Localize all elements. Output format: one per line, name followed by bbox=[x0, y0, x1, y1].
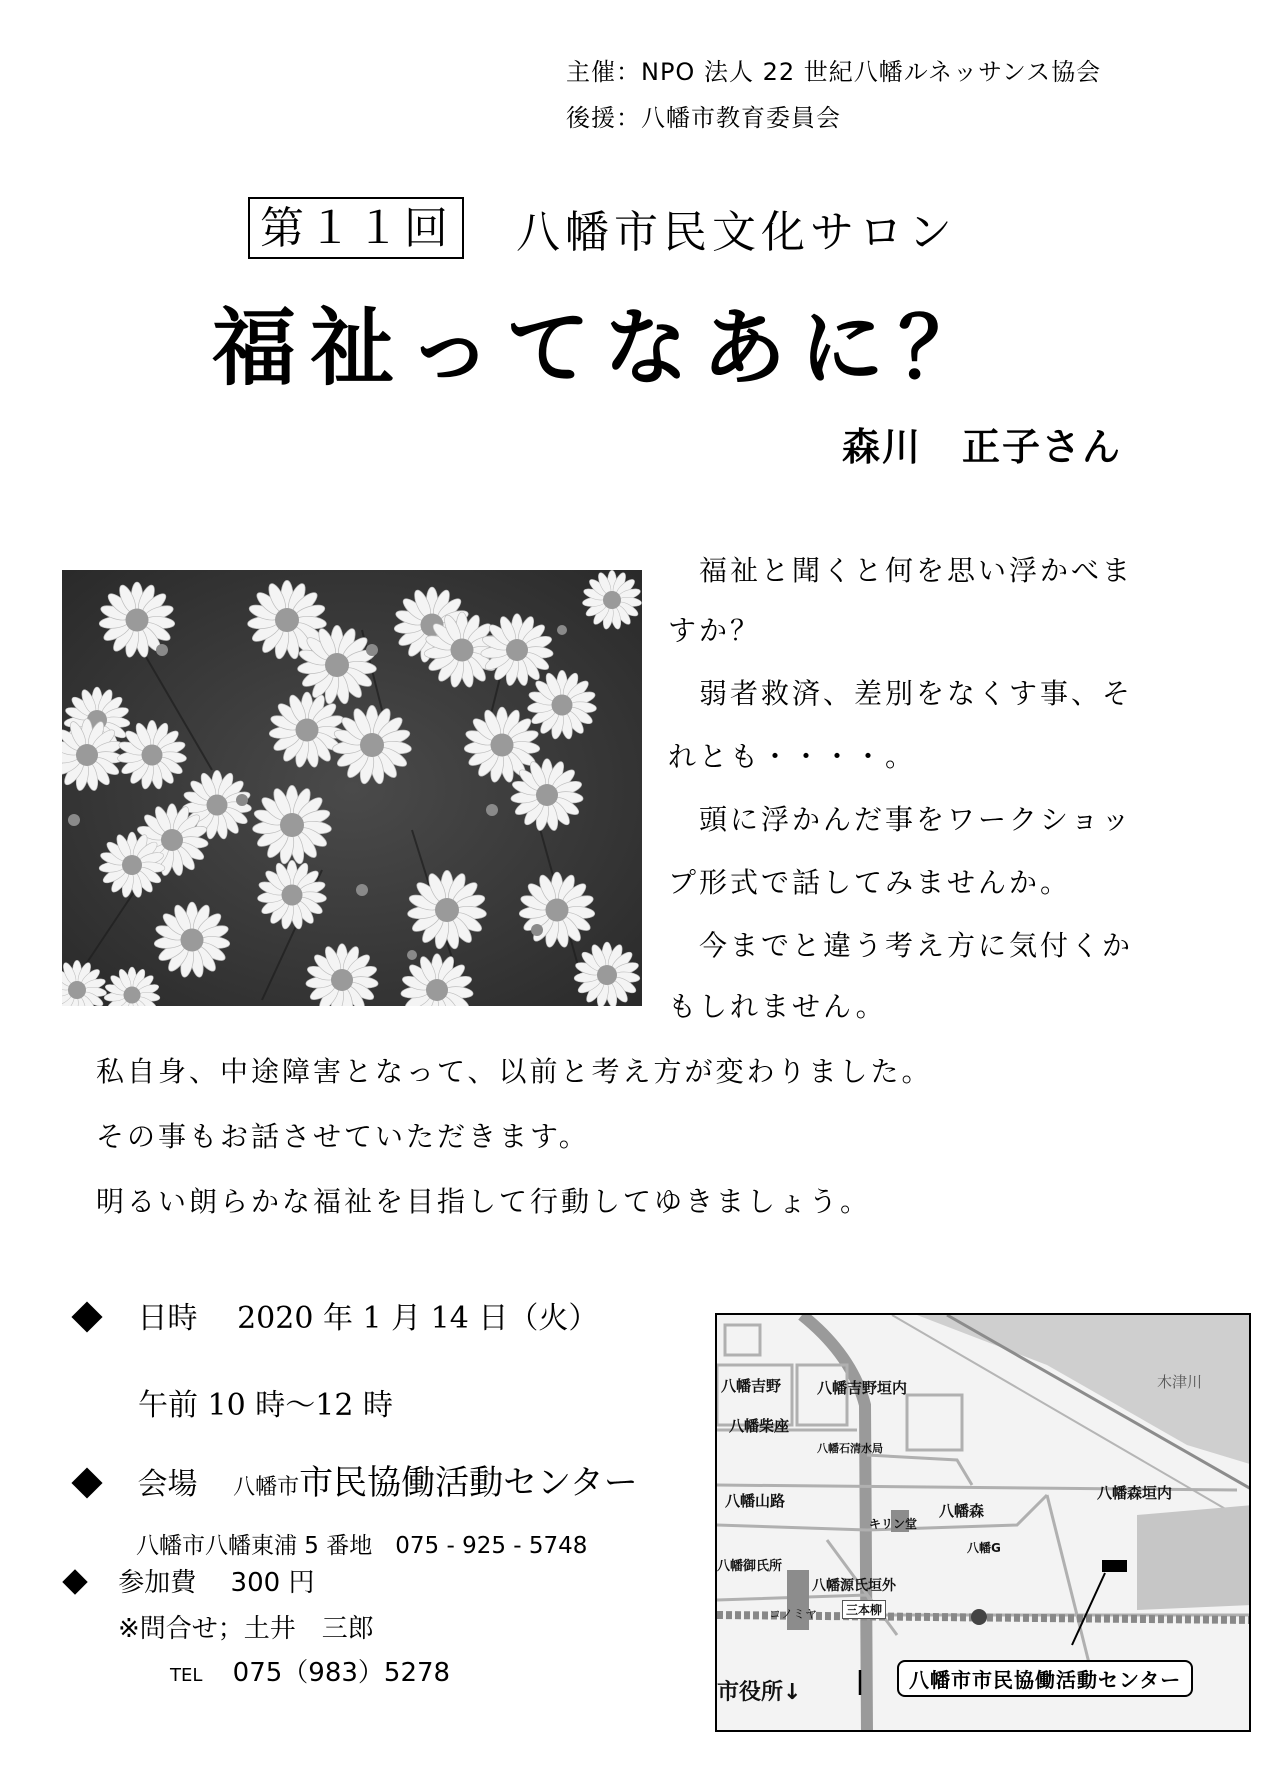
map-label-gozasho: 八幡御氏所 bbox=[717, 1559, 783, 1574]
intro-line: もしれません。 bbox=[668, 990, 887, 1023]
intro-line: すか？ bbox=[668, 614, 762, 647]
map-label-shibaza: 八幡柴座 bbox=[729, 1417, 790, 1435]
diamond-bullet-icon bbox=[71, 1301, 102, 1332]
map-label-yoshino-kaito: 八幡吉野垣内 bbox=[817, 1379, 908, 1397]
body-line: 明るい朗らかな福祉を目指して行動してゆきましょう。 bbox=[96, 1185, 872, 1218]
speaker-name: 森川 正子さん bbox=[842, 425, 1123, 469]
date-value: 2020 年 1 月 14 日（火） bbox=[237, 1301, 599, 1336]
main-title: 福祉ってなあに？ bbox=[212, 299, 997, 397]
intro-line: 今までと違う考え方に気付くか bbox=[668, 929, 1134, 962]
body-line: 私自身、中途障害となって、以前と考え方が変わりました。 bbox=[96, 1055, 933, 1088]
venue-label: 会場 bbox=[137, 1467, 198, 1502]
date-label: 日時 bbox=[137, 1301, 198, 1336]
edition-badge: 第１１回 bbox=[248, 197, 464, 259]
venue-name: 市民協働活動センター bbox=[299, 1463, 638, 1503]
intro-line: プ形式で話してみませんか。 bbox=[668, 866, 1072, 899]
map-label-post-office: 八幡石清水局 bbox=[817, 1442, 883, 1455]
series-title: 八幡市民文化サロン bbox=[516, 207, 957, 258]
map-label-mori: 八幡森 bbox=[939, 1502, 985, 1520]
map-label-konomiya: コノミヤ bbox=[769, 1607, 818, 1621]
map-label-kizugawa: 木津川 bbox=[1157, 1373, 1203, 1391]
venue-row bbox=[76, 1455, 638, 1504]
intro-line: 頭に浮かんだ事をワークショッ bbox=[668, 803, 1133, 836]
daisy-flowers-photo bbox=[62, 570, 642, 1006]
map-label-genji-kaigai: 八幡源氏垣外 bbox=[812, 1578, 896, 1594]
venue-map bbox=[715, 1313, 1251, 1732]
map-label-kirin: キリン堂 bbox=[869, 1517, 918, 1531]
contact-tel-row bbox=[170, 1652, 450, 1689]
map-label-city-hall: 市役所↓ bbox=[717, 1680, 802, 1705]
body-line: その事もお話させていただきます。 bbox=[96, 1120, 590, 1153]
date-row bbox=[76, 1293, 598, 1337]
tel-label: TEL bbox=[170, 1665, 203, 1686]
intro-line: 福祉と聞くと何を思い浮かべま bbox=[668, 554, 1134, 587]
contact-label: ※問合せ；土井 三郎 bbox=[118, 1614, 374, 1644]
salon-title-row bbox=[248, 196, 957, 260]
contact-tel: 075（983）5278 bbox=[232, 1658, 451, 1688]
map-label-yoshino: 八幡吉野 bbox=[721, 1377, 782, 1395]
supporter-line: 後援：八幡市教育委員会 bbox=[566, 104, 841, 132]
venue-callout: 八幡市市民協働活動センター bbox=[897, 1660, 1193, 1697]
map-label-hachiman-g: 八幡G bbox=[967, 1541, 1001, 1555]
fee-value: 300 円 bbox=[230, 1568, 315, 1598]
time-value: 午前 10 時～12 時 bbox=[138, 1388, 393, 1423]
venue-address: 八幡市八幡東浦 5 番地 075 - 925 - 5748 bbox=[136, 1533, 588, 1559]
map-label-sanbongi: 三本柳 bbox=[842, 1600, 886, 1619]
map-label-yamaji: 八幡山路 bbox=[725, 1492, 786, 1510]
diamond-bullet-icon bbox=[71, 1467, 102, 1498]
fee-row bbox=[66, 1562, 314, 1599]
organizer-line: 主催：NPO 法人 22 世紀八幡ルネッサンス協会 bbox=[566, 58, 1102, 86]
fee-label: 参加費 bbox=[118, 1568, 197, 1598]
venue-prefix: 八幡市 bbox=[233, 1475, 300, 1500]
diamond-bullet-icon bbox=[62, 1569, 87, 1594]
intro-line: れとも・・・・。 bbox=[668, 740, 917, 773]
map-label-mori-kaito: 八幡森垣内 bbox=[1097, 1484, 1173, 1502]
intro-line: 弱者救済、差別をなくす事、そ bbox=[668, 677, 1134, 710]
